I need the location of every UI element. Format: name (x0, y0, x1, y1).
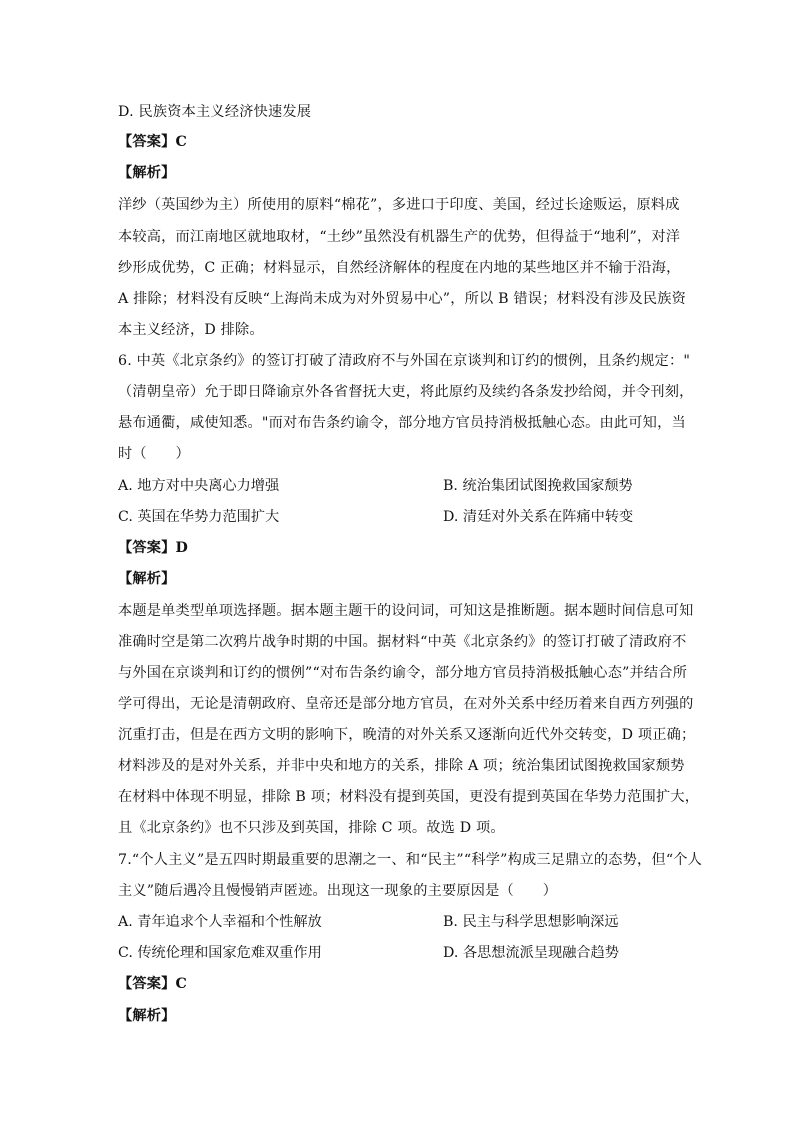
q5-answer: 【答案】C (118, 134, 188, 150)
q6-analysis-line: 且《北京条约》也不只涉及到英国，排除 C 项。故选 D 项。 (118, 820, 505, 836)
q6-analysis-line: 沉重打击，但是在西方文明的影响下，晚清的对外关系又逐渐向近代外交转变，D 项正确； (118, 727, 696, 743)
q6-stem-line: 时（ ） (118, 446, 190, 462)
q7-stem-line: 主义”随后遇冷且慢慢销声匿迹。出现这一现象的主要原因是（ ） (118, 883, 558, 899)
q7-option-a: A. 青年追求个人幸福和个性解放 (118, 914, 322, 930)
q6-analysis-line: 学可得出，无论是清朝政府、皇帝还是部分地方官员，在对外关系中经历着来自西方列强的 (118, 696, 694, 712)
q7-options-row-1 (118, 912, 678, 932)
q7-options-row-2 (118, 943, 678, 963)
q5-analysis-line: 洋纱（英国纱为主）所使用的原料“棉花”，多进口于印度、美国，经过长途贩运，原料成 (118, 197, 680, 213)
q5-analysis-line: A 排除；材料没有反映“上海尚未成为对外贸易中心”，所以 B 错误；材料没有涉及民族资 (118, 291, 687, 307)
q6-option-a: A. 地方对中央离心力增强 (118, 478, 280, 494)
q7-option-d: D. 各思想流派呈现融合趋势 (443, 945, 619, 961)
q6-option-d: D. 清廷对外关系在阵痛中转变 (443, 509, 634, 525)
q5-analysis-line: 本较高，而江南地区就地取材，“土纱”虽然没有机器生产的优势，但得益于“地利”，对洋 (118, 229, 681, 245)
q6-stem-line: 6. 中英《北京条约》的签订打破了清政府不与外国在京谈判和订约的惯例，且条约规定：" (118, 353, 691, 369)
q5-analysis-line: 本主义经济，D 排除。 (118, 322, 264, 338)
q6-stem-line: （清朝皇帝）允于即日降谕京外各省督抚大吏，将此原约及续约各条发抄给阅，并令刊刻， (118, 384, 694, 400)
q6-analysis-line: 准确时空是第二次鸦片战争时期的中国。据材料“中英《北京条约》的签订打破了清政府不 (118, 634, 687, 650)
q6-options-row-1 (118, 476, 678, 496)
q7-answer: 【答案】C (118, 976, 188, 992)
q5-analysis-heading: 【解析】 (118, 165, 176, 181)
q6-analysis-line: 与外国在京谈判和订约的惯例”“对布告条约谕令，部分地方官员持消极抵触心态”并结合所 (118, 665, 688, 681)
q6-analysis-heading: 【解析】 (118, 571, 176, 587)
q6-option-c: C. 英国在华势力范围扩大 (118, 509, 280, 525)
q6-analysis-line: 在材料中体现不明显，排除 B 项；材料没有提到英国，更没有提到英国在华势力范围扩大， (118, 789, 700, 805)
q6-analysis-line: 材料涉及的是对外关系，并非中央和地方的关系，排除 A 项；统治集团试图挽救国家颓势 (118, 758, 685, 774)
q7-analysis-heading: 【解析】 (118, 1008, 176, 1024)
q5-option-d: D. 民族资本主义经济快速发展 (118, 104, 312, 120)
q7-stem-line: 7.“个人主义”是五四时期最重要的思潮之一、和“民主”“科学”构成三足鼎立的态势，但“个人 (118, 852, 703, 868)
q6-answer: 【答案】D (118, 540, 189, 556)
q6-analysis-line: 本题是单类型单项选择题。据本题主题干的设问词，可知这是推断题。据本题时间信息可知 (118, 603, 694, 619)
q6-options-row-2 (118, 507, 678, 527)
q5-analysis-line: 纱形成优势，C 正确；材料显示，自然经济解体的程度在内地的某些地区并不输于沿海， (118, 260, 681, 276)
q7-option-c: C. 传统伦理和国家危难双重作用 (118, 945, 322, 961)
q7-option-b: B. 民主与科学思想影响深远 (443, 914, 619, 930)
q6-stem-line: 悬布通衢，咸使知悉。"而对布告条约谕令，部分地方官员持消极抵触心态。由此可知，当 (118, 415, 686, 431)
q6-option-b: B. 统治集团试图挽救国家颓势 (443, 478, 633, 494)
